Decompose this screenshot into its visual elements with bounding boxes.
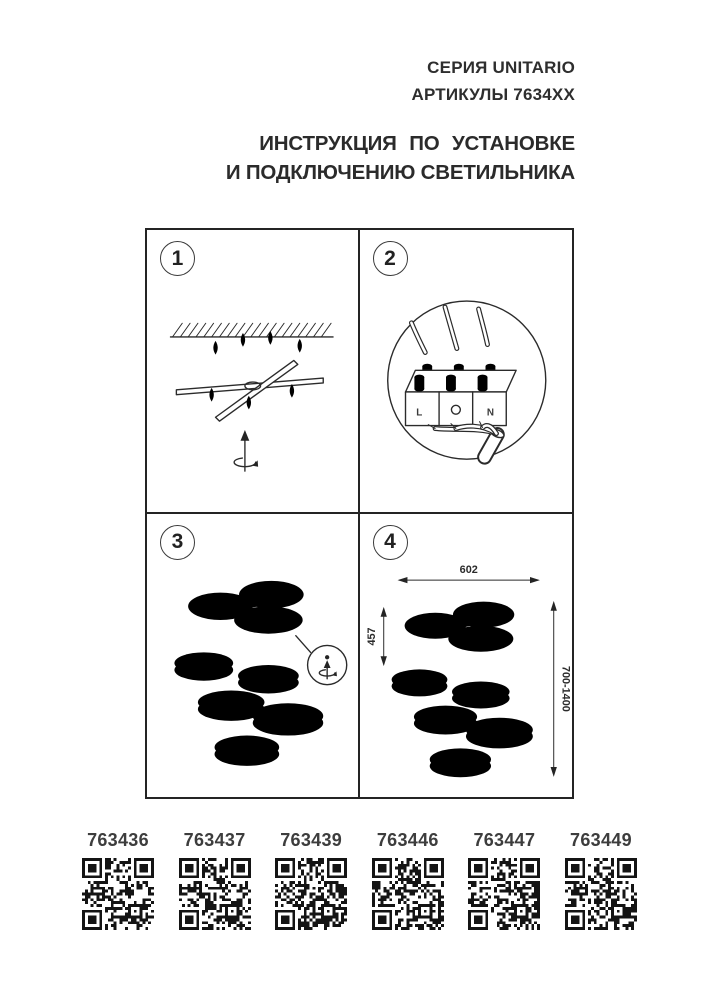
article-number: 763439 [280, 830, 343, 850]
height-range-dimension [550, 600, 571, 776]
articles-label: АРТИКУЛЫ 7634XX [411, 85, 575, 104]
step-3-panel [147, 514, 360, 798]
article-item [265, 830, 357, 930]
height-range-label: 700-1400 [559, 665, 572, 712]
rotate-up-arrow-icon [234, 430, 258, 471]
qr-code [275, 858, 347, 930]
article-item [72, 830, 164, 930]
width-dimension [397, 564, 539, 583]
step-number-badge: 2 [373, 241, 408, 276]
article-number: 763447 [473, 830, 536, 850]
article-number: 763437 [183, 830, 246, 850]
canopy-depth-label: 457 [365, 626, 378, 646]
article-number: 763436 [87, 830, 149, 850]
header [411, 54, 575, 108]
title-line-2: И ПОДКЛЮЧЕНИЮ СВЕТИЛЬНИКА [225, 161, 575, 184]
screw-detail-callout [296, 635, 347, 684]
canopy-depth-dimension [365, 606, 386, 665]
step-number-badge: 3 [160, 525, 195, 560]
terminal-l-label: L [415, 407, 422, 419]
article-item [555, 830, 647, 930]
title-line-1: ИНСТРУКЦИЯ ПО УСТАНОВКЕ [259, 132, 575, 155]
terminal-n-label: N [486, 407, 494, 419]
article-number: 763449 [570, 830, 632, 850]
qr-code [82, 858, 154, 930]
qr-code [468, 858, 540, 930]
page-title [226, 129, 575, 187]
step-4-panel [360, 514, 573, 798]
series-label: СЕРИЯ UNITARIO [427, 58, 575, 77]
step-2-panel [360, 230, 573, 514]
step-number-badge: 1 [160, 241, 195, 276]
step-number-badge: 4 [373, 525, 408, 560]
article-item [362, 830, 454, 930]
article-item [169, 830, 261, 930]
instruction-grid [145, 228, 574, 799]
article-number: 763446 [376, 830, 439, 850]
qr-code [179, 858, 251, 930]
width-dimension-label: 602 [459, 563, 478, 576]
step-1-panel [147, 230, 360, 514]
qr-code [565, 858, 637, 930]
article-item [458, 830, 550, 930]
article-list [72, 830, 647, 930]
qr-code [372, 858, 444, 930]
